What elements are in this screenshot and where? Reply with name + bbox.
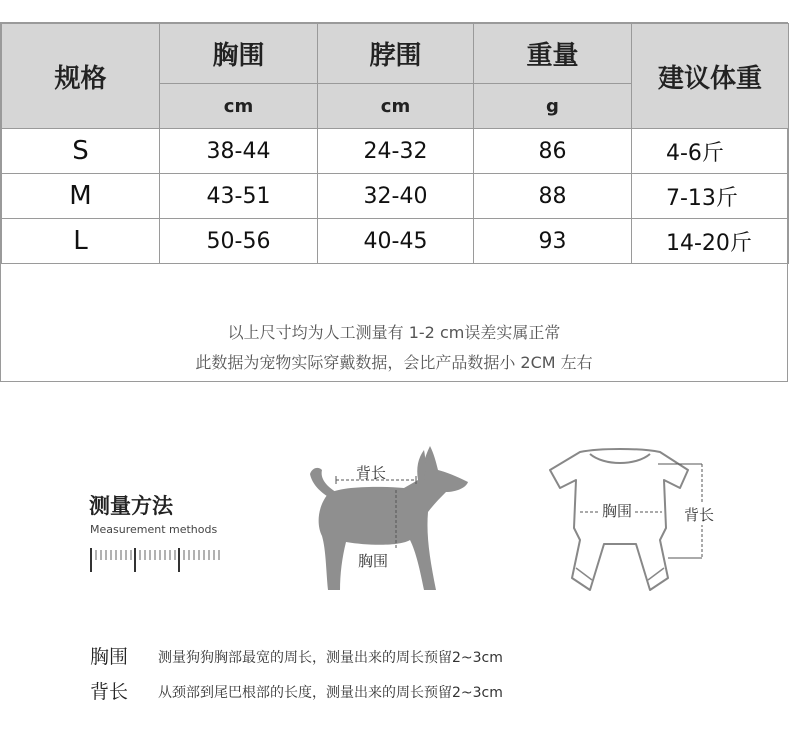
unit-neck: cm [318,84,474,129]
garment-figure [540,440,740,600]
table-row [2,174,789,219]
cell-neck: 32-40 [318,174,474,219]
definition-text: 测量狗狗胸部最宽的周长，测量出来的周长预留2~3cm [158,650,503,666]
cell-weight: 88 [474,174,632,219]
methods-subtitle: Measurement methods [90,523,218,536]
cell-chest: 50-56 [160,219,318,264]
table-row [2,129,789,174]
ruler-icon [90,544,230,574]
unit-weight: g [474,84,632,129]
cell-weight: 86 [474,129,632,174]
header-size: 规格 [2,24,160,129]
cell-size: L [2,219,160,264]
note-line-1: 以上尺寸均为人工测量有 1-2 cm误差实属正常 [227,323,561,342]
header-chest: 胸围 [160,24,318,84]
dog-silhouette-icon [300,440,480,600]
note-line-2: 此数据为宠物实际穿戴数据，会比产品数据小 2CM 左右 [195,353,593,372]
cell-weight: 93 [474,219,632,264]
header-neck: 脖围 [318,24,474,84]
header-weight: 重量 [474,24,632,84]
dog-back-length-label: 背长 [356,464,387,482]
cell-size: S [2,129,160,174]
definition-text: 从颈部到尾巴根部的长度，测量出来的周长预留2~3cm [158,685,503,701]
cell-chest: 38-44 [160,129,318,174]
cell-neck: 40-45 [318,219,474,264]
cell-suggested-weight: 7-13斤 [632,174,789,219]
cell-chest: 43-51 [160,174,318,219]
definition-term: 胸围 [90,646,129,668]
garment-back-length-label: 背长 [684,506,715,524]
dog-chest-label: 胸围 [358,552,389,570]
cell-suggested-weight: 14-20斤 [632,219,789,264]
unit-chest: cm [160,84,318,129]
definition-term: 背长 [90,681,129,703]
cell-suggested-weight: 4-6斤 [632,129,789,174]
methods-title: 测量方法 [89,494,173,518]
dog-figure [300,440,480,600]
cell-size: M [2,174,160,219]
header-suggested-weight: 建议体重 [632,24,789,129]
size-chart-panel [0,22,788,382]
size-table [1,23,789,264]
table-row [2,219,789,264]
cell-neck: 24-32 [318,129,474,174]
garment-chest-label: 胸围 [602,502,633,520]
